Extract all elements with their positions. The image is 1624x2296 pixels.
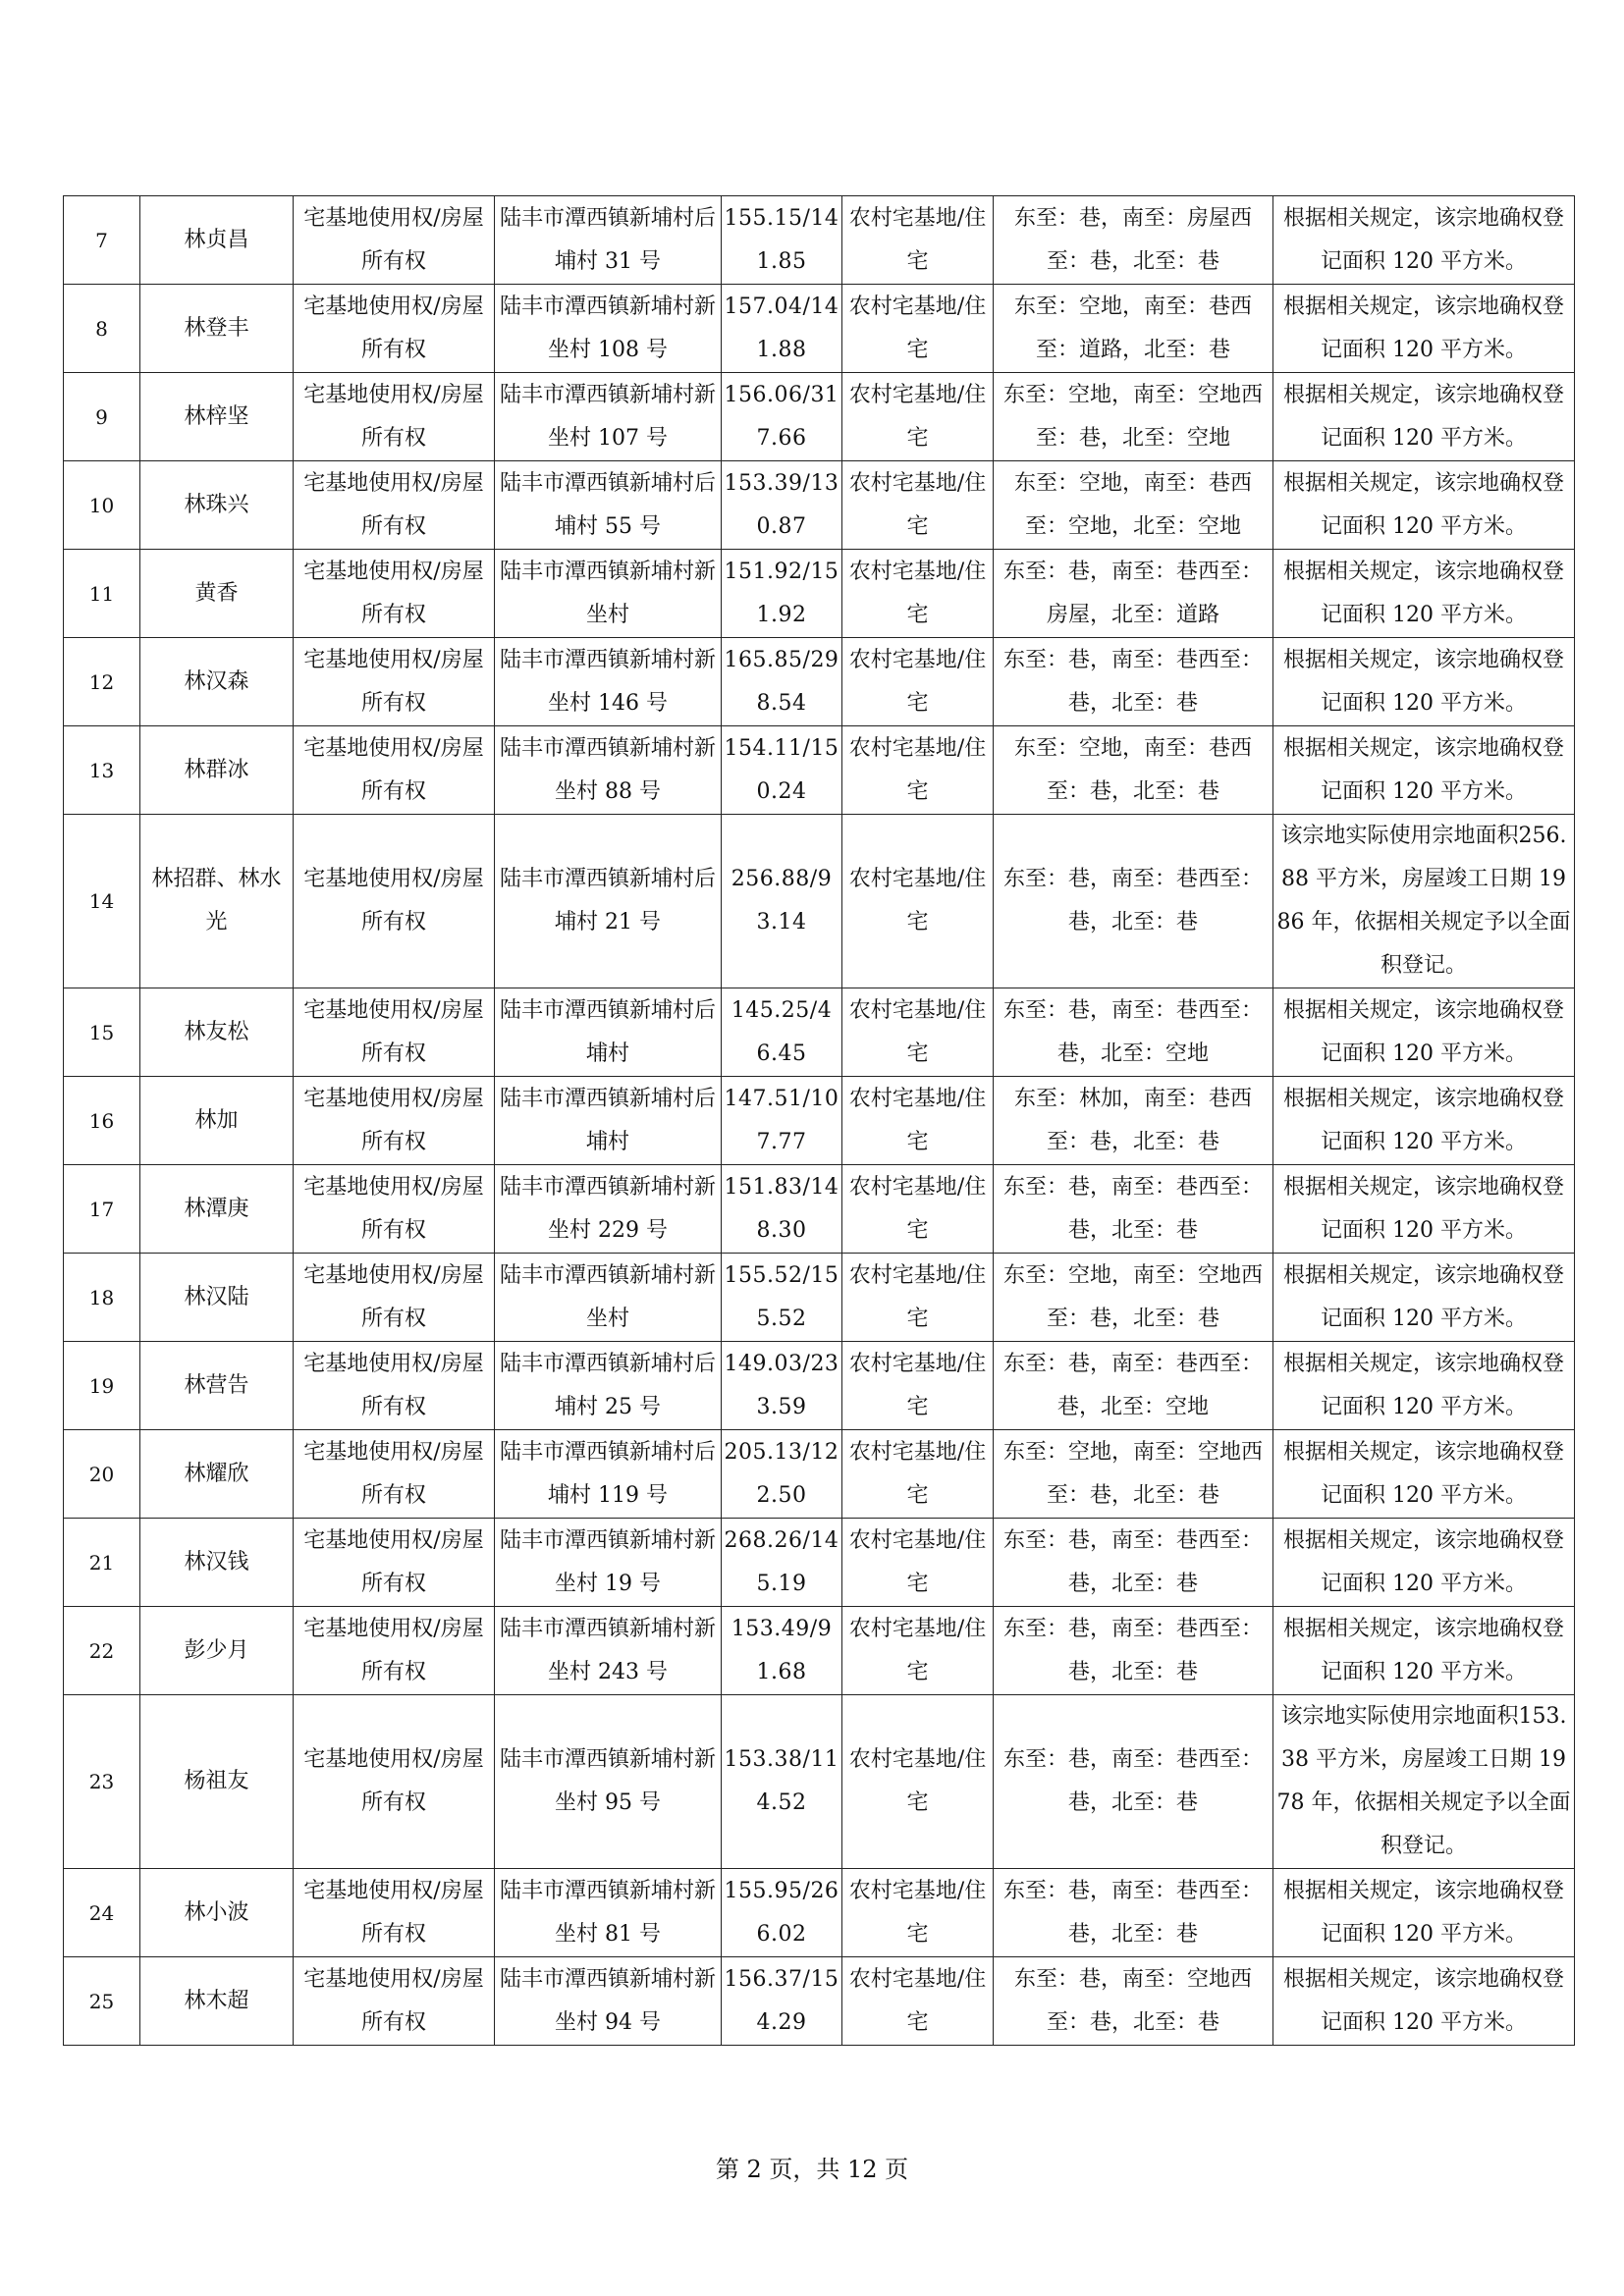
table-row: [64, 1519, 1575, 1607]
boundaries: 东至：林加，南至：巷西至：巷，北至：巷: [994, 1077, 1273, 1165]
remark: 根据相关规定，该宗地确权登记面积 120 平方米。: [1273, 638, 1575, 726]
land-use: 农村宅基地/住宅: [842, 373, 994, 461]
remark: 根据相关规定，该宗地确权登记面积 120 平方米。: [1273, 988, 1575, 1077]
boundaries: 东至：巷，南至：巷西至：房屋，北至：道路: [994, 550, 1273, 638]
remark: 根据相关规定，该宗地确权登记面积 120 平方米。: [1273, 1430, 1575, 1519]
boundaries: 东至：巷，南至：巷西至：巷，北至：巷: [994, 1519, 1273, 1607]
row-number: 13: [64, 726, 140, 815]
table-row: [64, 815, 1575, 988]
area-value: 155.95/266.02: [722, 1869, 842, 1957]
address: 陆丰市潭西镇新埔村新坐村 229 号: [495, 1165, 722, 1254]
boundaries: 东至：空地，南至：巷西至：巷，北至：巷: [994, 726, 1273, 815]
address: 陆丰市潭西镇新埔村新坐村 88 号: [495, 726, 722, 815]
table-row: [64, 1165, 1575, 1254]
right-type: 宅基地使用权/房屋所有权: [294, 1254, 495, 1342]
address: 陆丰市潭西镇新埔村新坐村 94 号: [495, 1957, 722, 2046]
table-row: [64, 1254, 1575, 1342]
area-value: 268.26/145.19: [722, 1519, 842, 1607]
row-number: 21: [64, 1519, 140, 1607]
right-type: 宅基地使用权/房屋所有权: [294, 1695, 495, 1869]
area-value: 256.88/93.14: [722, 815, 842, 988]
remark: 根据相关规定，该宗地确权登记面积 120 平方米。: [1273, 1519, 1575, 1607]
land-use: 农村宅基地/住宅: [842, 815, 994, 988]
remark: 该宗地实际使用宗地面积153.38 平方米，房屋竣工日期 1978 年，依据相关规定予以全面积登记。: [1273, 1695, 1575, 1869]
area-value: 145.25/46.45: [722, 988, 842, 1077]
table-row: [64, 1342, 1575, 1430]
area-value: 154.11/150.24: [722, 726, 842, 815]
area-value: 165.85/298.54: [722, 638, 842, 726]
area-value: 147.51/107.77: [722, 1077, 842, 1165]
area-value: 149.03/233.59: [722, 1342, 842, 1430]
boundaries: 东至：巷，南至：房屋西至：巷，北至：巷: [994, 196, 1273, 285]
owner-name: 林汉钱: [140, 1519, 294, 1607]
remark: 根据相关规定，该宗地确权登记面积 120 平方米。: [1273, 1342, 1575, 1430]
right-type: 宅基地使用权/房屋所有权: [294, 1342, 495, 1430]
area-value: 157.04/141.88: [722, 285, 842, 373]
right-type: 宅基地使用权/房屋所有权: [294, 1957, 495, 2046]
right-type: 宅基地使用权/房屋所有权: [294, 1165, 495, 1254]
right-type: 宅基地使用权/房屋所有权: [294, 196, 495, 285]
land-use: 农村宅基地/住宅: [842, 638, 994, 726]
page-footer: 第 2 页，共 12 页: [715, 2156, 909, 2183]
boundaries: 东至：空地，南至：空地西至：巷，北至：空地: [994, 373, 1273, 461]
remark: 根据相关规定，该宗地确权登记面积 120 平方米。: [1273, 1254, 1575, 1342]
table-row: [64, 196, 1575, 285]
row-number: 22: [64, 1607, 140, 1695]
boundaries: 东至：巷，南至：空地西至：巷，北至：巷: [994, 1957, 1273, 2046]
boundaries: 东至：巷，南至：巷西至：巷，北至：空地: [994, 988, 1273, 1077]
table-row: [64, 1957, 1575, 2046]
owner-name: 林登丰: [140, 285, 294, 373]
address: 陆丰市潭西镇新埔村后埔村: [495, 1077, 722, 1165]
right-type: 宅基地使用权/房屋所有权: [294, 1607, 495, 1695]
remark: 根据相关规定，该宗地确权登记面积 120 平方米。: [1273, 1607, 1575, 1695]
boundaries: 东至：巷，南至：巷西至：巷，北至：空地: [994, 1342, 1273, 1430]
owner-name: 黄香: [140, 550, 294, 638]
remark: 根据相关规定，该宗地确权登记面积 120 平方米。: [1273, 373, 1575, 461]
right-type: 宅基地使用权/房屋所有权: [294, 815, 495, 988]
owner-name: 林潭庚: [140, 1165, 294, 1254]
row-number: 23: [64, 1695, 140, 1869]
remark: 根据相关规定，该宗地确权登记面积 120 平方米。: [1273, 1077, 1575, 1165]
land-use: 农村宅基地/住宅: [842, 196, 994, 285]
owner-name: 林友松: [140, 988, 294, 1077]
address: 陆丰市潭西镇新埔村新坐村 95 号: [495, 1695, 722, 1869]
table-row: [64, 988, 1575, 1077]
address: 陆丰市潭西镇新埔村后埔村: [495, 988, 722, 1077]
owner-name: 杨祖友: [140, 1695, 294, 1869]
table-row: [64, 285, 1575, 373]
table-row: [64, 1607, 1575, 1695]
row-number: 12: [64, 638, 140, 726]
row-number: 17: [64, 1165, 140, 1254]
owner-name: 林汉森: [140, 638, 294, 726]
address: 陆丰市潭西镇新埔村后埔村 21 号: [495, 815, 722, 988]
address: 陆丰市潭西镇新埔村新坐村 243 号: [495, 1607, 722, 1695]
table-row: [64, 1869, 1575, 1957]
area-value: 155.52/155.52: [722, 1254, 842, 1342]
table-row: [64, 461, 1575, 550]
right-type: 宅基地使用权/房屋所有权: [294, 285, 495, 373]
boundaries: 东至：巷，南至：巷西至：巷，北至：巷: [994, 638, 1273, 726]
table-body: [64, 196, 1575, 2046]
table-row: [64, 373, 1575, 461]
table-row: [64, 1430, 1575, 1519]
address: 陆丰市潭西镇新埔村后埔村 119 号: [495, 1430, 722, 1519]
land-use: 农村宅基地/住宅: [842, 1695, 994, 1869]
row-number: 18: [64, 1254, 140, 1342]
row-number: 24: [64, 1869, 140, 1957]
registration-table: [63, 195, 1575, 2046]
owner-name: 林木超: [140, 1957, 294, 2046]
land-use: 农村宅基地/住宅: [842, 1165, 994, 1254]
right-type: 宅基地使用权/房屋所有权: [294, 726, 495, 815]
owner-name: 林梓坚: [140, 373, 294, 461]
remark: 该宗地实际使用宗地面积256.88 平方米，房屋竣工日期 1986 年，依据相关规定予以全面积登记。: [1273, 815, 1575, 988]
right-type: 宅基地使用权/房屋所有权: [294, 638, 495, 726]
area-value: 155.15/141.85: [722, 196, 842, 285]
row-number: 10: [64, 461, 140, 550]
address: 陆丰市潭西镇新埔村后埔村 31 号: [495, 196, 722, 285]
land-use: 农村宅基地/住宅: [842, 988, 994, 1077]
right-type: 宅基地使用权/房屋所有权: [294, 988, 495, 1077]
land-use: 农村宅基地/住宅: [842, 1077, 994, 1165]
row-number: 14: [64, 815, 140, 988]
address: 陆丰市潭西镇新埔村新坐村 146 号: [495, 638, 722, 726]
owner-name: 林群冰: [140, 726, 294, 815]
row-number: 20: [64, 1430, 140, 1519]
remark: 根据相关规定，该宗地确权登记面积 120 平方米。: [1273, 1165, 1575, 1254]
area-value: 153.39/130.87: [722, 461, 842, 550]
row-number: 11: [64, 550, 140, 638]
row-number: 25: [64, 1957, 140, 2046]
address: 陆丰市潭西镇新埔村后埔村 55 号: [495, 461, 722, 550]
owner-name: 林贞昌: [140, 196, 294, 285]
row-number: 19: [64, 1342, 140, 1430]
right-type: 宅基地使用权/房屋所有权: [294, 373, 495, 461]
row-number: 8: [64, 285, 140, 373]
owner-name: 彭少月: [140, 1607, 294, 1695]
row-number: 7: [64, 196, 140, 285]
land-use: 农村宅基地/住宅: [842, 1254, 994, 1342]
table-row: [64, 1077, 1575, 1165]
boundaries: 东至：空地，南至：巷西至：空地，北至：空地: [994, 461, 1273, 550]
land-use: 农村宅基地/住宅: [842, 1430, 994, 1519]
area-value: 151.92/151.92: [722, 550, 842, 638]
land-use: 农村宅基地/住宅: [842, 726, 994, 815]
area-value: 153.49/91.68: [722, 1607, 842, 1695]
owner-name: 林招群、林水光: [140, 815, 294, 988]
remark: 根据相关规定，该宗地确权登记面积 120 平方米。: [1273, 461, 1575, 550]
owner-name: 林加: [140, 1077, 294, 1165]
address: 陆丰市潭西镇新埔村后埔村 25 号: [495, 1342, 722, 1430]
land-use: 农村宅基地/住宅: [842, 461, 994, 550]
right-type: 宅基地使用权/房屋所有权: [294, 1430, 495, 1519]
owner-name: 林耀欣: [140, 1430, 294, 1519]
address: 陆丰市潭西镇新埔村新坐村 108 号: [495, 285, 722, 373]
boundaries: 东至：巷，南至：巷西至：巷，北至：巷: [994, 1695, 1273, 1869]
table-row: [64, 550, 1575, 638]
land-use: 农村宅基地/住宅: [842, 1519, 994, 1607]
land-use: 农村宅基地/住宅: [842, 1869, 994, 1957]
address: 陆丰市潭西镇新埔村新坐村: [495, 550, 722, 638]
owner-name: 林小波: [140, 1869, 294, 1957]
right-type: 宅基地使用权/房屋所有权: [294, 1519, 495, 1607]
row-number: 9: [64, 373, 140, 461]
right-type: 宅基地使用权/房屋所有权: [294, 461, 495, 550]
owner-name: 林汉陆: [140, 1254, 294, 1342]
address: 陆丰市潭西镇新埔村新坐村 19 号: [495, 1519, 722, 1607]
right-type: 宅基地使用权/房屋所有权: [294, 1077, 495, 1165]
boundaries: 东至：巷，南至：巷西至：巷，北至：巷: [994, 1607, 1273, 1695]
land-use: 农村宅基地/住宅: [842, 1607, 994, 1695]
right-type: 宅基地使用权/房屋所有权: [294, 1869, 495, 1957]
remark: 根据相关规定，该宗地确权登记面积 120 平方米。: [1273, 196, 1575, 285]
table-row: [64, 726, 1575, 815]
row-number: 16: [64, 1077, 140, 1165]
table-row: [64, 1695, 1575, 1869]
remark: 根据相关规定，该宗地确权登记面积 120 平方米。: [1273, 1869, 1575, 1957]
land-use: 农村宅基地/住宅: [842, 1342, 994, 1430]
remark: 根据相关规定，该宗地确权登记面积 120 平方米。: [1273, 285, 1575, 373]
boundaries: 东至：空地，南至：巷西至：道路，北至：巷: [994, 285, 1273, 373]
row-number: 15: [64, 988, 140, 1077]
area-value: 156.37/154.29: [722, 1957, 842, 2046]
table-row: [64, 638, 1575, 726]
land-use: 农村宅基地/住宅: [842, 1957, 994, 2046]
owner-name: 林营告: [140, 1342, 294, 1430]
boundaries: 东至：巷，南至：巷西至：巷，北至：巷: [994, 815, 1273, 988]
area-value: 205.13/122.50: [722, 1430, 842, 1519]
area-value: 153.38/114.52: [722, 1695, 842, 1869]
land-use: 农村宅基地/住宅: [842, 285, 994, 373]
boundaries: 东至：巷，南至：巷西至：巷，北至：巷: [994, 1165, 1273, 1254]
area-value: 156.06/317.66: [722, 373, 842, 461]
right-type: 宅基地使用权/房屋所有权: [294, 550, 495, 638]
area-value: 151.83/148.30: [722, 1165, 842, 1254]
land-use: 农村宅基地/住宅: [842, 550, 994, 638]
remark: 根据相关规定，该宗地确权登记面积 120 平方米。: [1273, 1957, 1575, 2046]
remark: 根据相关规定，该宗地确权登记面积 120 平方米。: [1273, 550, 1575, 638]
boundaries: 东至：空地，南至：空地西至：巷，北至：巷: [994, 1254, 1273, 1342]
remark: 根据相关规定，该宗地确权登记面积 120 平方米。: [1273, 726, 1575, 815]
address: 陆丰市潭西镇新埔村新坐村 107 号: [495, 373, 722, 461]
address: 陆丰市潭西镇新埔村新坐村: [495, 1254, 722, 1342]
boundaries: 东至：空地，南至：空地西至：巷，北至：巷: [994, 1430, 1273, 1519]
address: 陆丰市潭西镇新埔村新坐村 81 号: [495, 1869, 722, 1957]
boundaries: 东至：巷，南至：巷西至：巷，北至：巷: [994, 1869, 1273, 1957]
owner-name: 林珠兴: [140, 461, 294, 550]
